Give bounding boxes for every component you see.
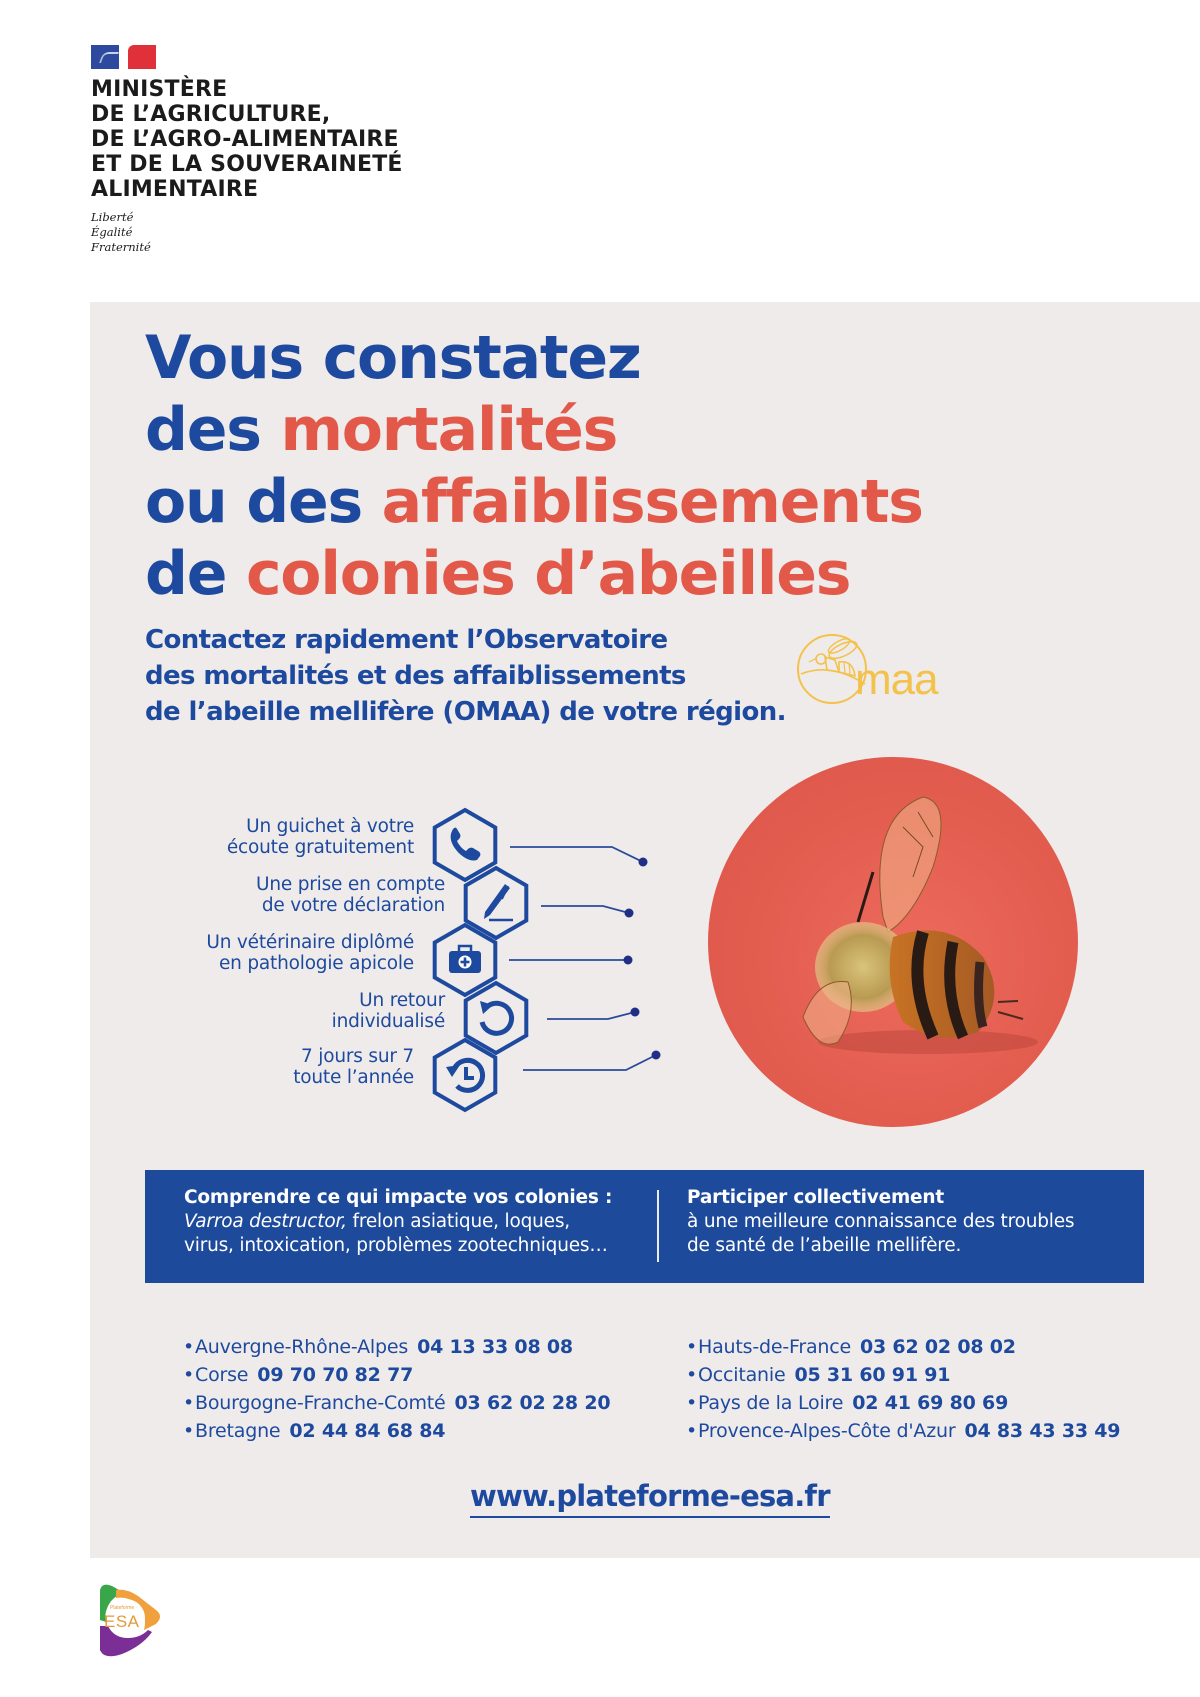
contact-row: •Auvergne-Rhône-Alpes 04 13 33 08 08: [183, 1336, 573, 1358]
esa-platform-logo: [92, 1580, 164, 1660]
ministry-name-line: ET DE LA SOUVERAINETÉ: [91, 152, 403, 177]
ministry-logo: [91, 45, 403, 255]
phone-number[interactable]: 09 70 70 82 77: [257, 1364, 414, 1386]
website-link[interactable]: www.plateforme-esa.fr: [470, 1478, 830, 1518]
feature-label-helpline: Un guichet à votre écoute gratuitement: [226, 816, 414, 858]
info-understand: [184, 1186, 612, 1258]
phone-number[interactable]: 03 62 02 08 02: [859, 1336, 1016, 1358]
contact-row: •Bretagne 02 44 84 68 84: [183, 1420, 446, 1442]
feature-label-veterinarian: Un vétérinaire diplômé en pathologie apicole: [206, 932, 414, 974]
omaa-wordmark: maa: [855, 655, 938, 704]
bee-photo: [708, 757, 1078, 1127]
headline-blue-text: Vous constatez: [145, 323, 641, 393]
region-name: Corse: [195, 1364, 249, 1386]
phone-number[interactable]: 03 62 02 28 20: [454, 1392, 611, 1414]
ministry-name-line: MINISTÈRE: [91, 77, 228, 102]
species-name: Varroa destructor,: [184, 1211, 347, 1232]
contact-row: •Hauts-de-France 03 62 02 08 02: [686, 1336, 1016, 1358]
esa-logo-caption: Plateforme: [110, 1605, 135, 1611]
info-box: [145, 1170, 1144, 1283]
headline-blue-text: ou des: [145, 467, 382, 537]
contact-row: •Occitanie 05 31 60 91 91: [686, 1364, 951, 1386]
headline-red-text: mortalités: [280, 395, 618, 465]
subheading-line: Contactez rapidement l’Observatoire: [145, 625, 668, 655]
headline-blue-text: de: [145, 539, 246, 609]
feature-label-availability: 7 jours sur 7 toute l’année: [293, 1046, 414, 1088]
info-participate: [687, 1186, 1074, 1258]
headline: [145, 322, 923, 610]
marianne-flag-icon: [91, 45, 156, 69]
dead-bee-illustration: [708, 757, 1078, 1127]
motto-line: Fraternité: [91, 240, 151, 254]
info-participate-text: à une meilleure connaissance des troubles: [687, 1211, 1075, 1232]
region-name: Bourgogne-Franche-Comté: [195, 1392, 446, 1414]
motto-line: Égalité: [91, 225, 133, 239]
republic-motto: [91, 210, 403, 255]
feature-label-feedback: Un retour individualisé: [331, 990, 445, 1032]
contact-row: •Provence-Alpes-Côte d'Azur 04 83 43 33 49: [686, 1420, 1121, 1442]
contact-row: •Pays de la Loire 02 41 69 80 69: [686, 1392, 1009, 1414]
contacts-left-list: [183, 1333, 610, 1445]
info-divider: [657, 1190, 659, 1262]
info-participate-text: de santé de l’abeille mellifère.: [687, 1235, 962, 1256]
headline-red-text: affaiblissements: [381, 467, 923, 537]
subheading-line: des mortalités et des affaiblissements: [145, 661, 686, 691]
region-name: Hauts-de-France: [698, 1336, 851, 1358]
feature-label-declaration: Une prise en compte de votre déclaration: [256, 874, 445, 916]
info-understand-text: frelon asiatique, loques,: [346, 1211, 570, 1232]
phone-number[interactable]: 05 31 60 91 91: [794, 1364, 951, 1386]
ministry-name: [91, 77, 403, 202]
phone-number[interactable]: 02 41 69 80 69: [852, 1392, 1009, 1414]
headline-blue-text: des: [145, 395, 281, 465]
phone-number[interactable]: 02 44 84 68 84: [289, 1420, 446, 1442]
contact-row: •Corse 09 70 70 82 77: [183, 1364, 414, 1386]
phone-number[interactable]: 04 13 33 08 08: [417, 1336, 573, 1358]
region-name: Occitanie: [698, 1364, 786, 1386]
info-understand-title: Comprendre ce qui impacte vos colonies :: [184, 1187, 613, 1208]
ministry-name-line: DE L’AGRO-ALIMENTAIRE: [91, 127, 399, 152]
ministry-name-line: DE L’AGRICULTURE,: [91, 102, 331, 127]
contact-row: •Bourgogne-Franche-Comté 03 62 02 28 20: [183, 1392, 611, 1414]
subheading: [145, 622, 786, 730]
subheading-line: de l’abeille mellifère (OMAA) de votre région.: [145, 697, 786, 727]
esa-logo-text: ESA: [104, 1612, 140, 1631]
region-name: Pays de la Loire: [698, 1392, 844, 1414]
motto-line: Liberté: [91, 210, 134, 224]
phone-number[interactable]: 04 83 43 33 49: [964, 1420, 1121, 1442]
region-name: Auvergne-Rhône-Alpes: [195, 1336, 409, 1358]
info-participate-title: Participer collectivement: [687, 1187, 945, 1208]
region-name: Bretagne: [195, 1420, 281, 1442]
region-name: Provence-Alpes-Côte d'Azur: [698, 1420, 956, 1442]
ministry-name-line: ALIMENTAIRE: [91, 177, 259, 202]
info-understand-text: virus, intoxication, problèmes zootechniques…: [184, 1235, 608, 1256]
headline-red-text: colonies d’abeilles: [245, 539, 851, 609]
omaa-logo: [795, 632, 965, 707]
contacts-right-list: [686, 1333, 1120, 1445]
